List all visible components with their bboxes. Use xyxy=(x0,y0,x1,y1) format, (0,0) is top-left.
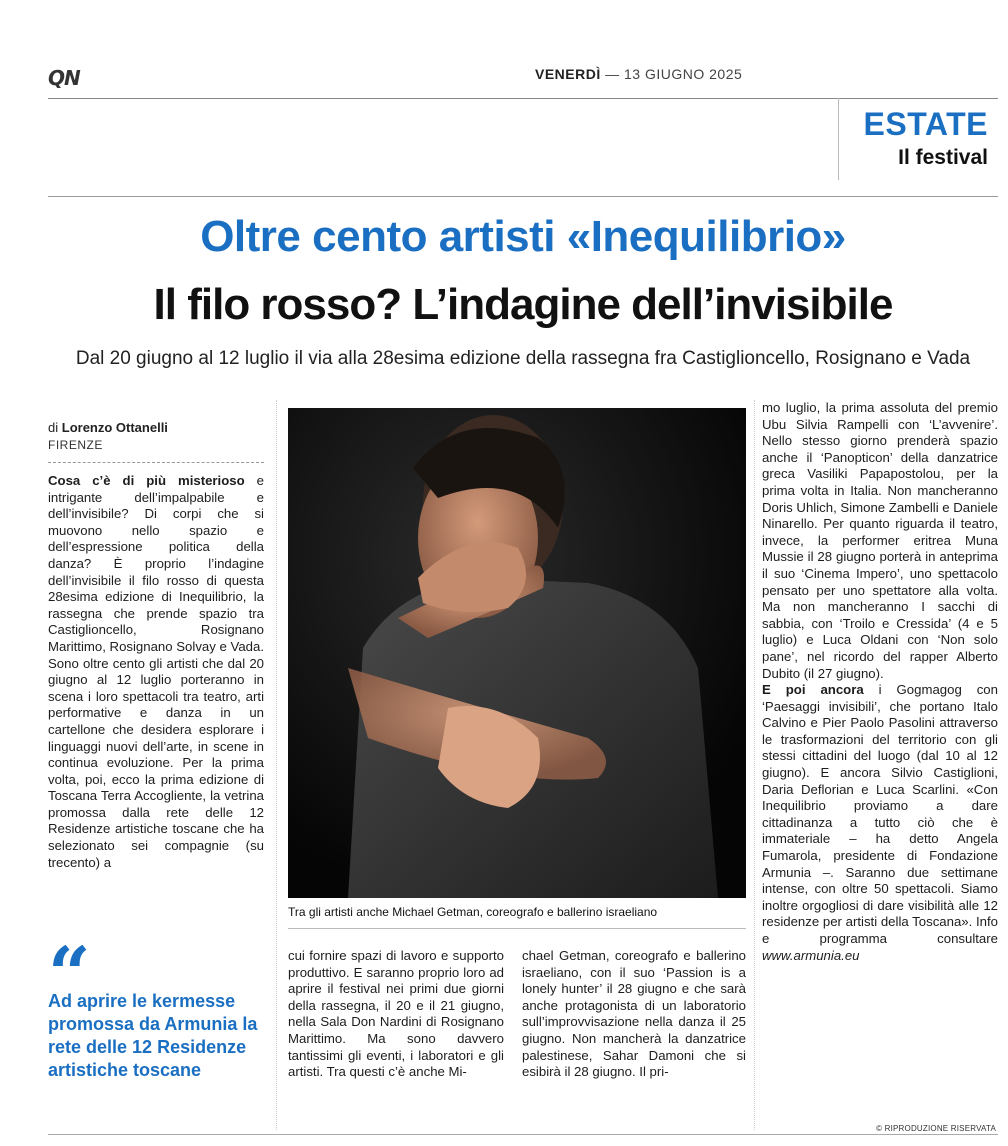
column-4-text-2: i Gogmagog con ‘Paesaggi invisibili’, che portano Italo Calvino e Pier Paolo Pasolini attraverso le trasformazioni del territorio con gli stessi cittadini del luogo (dal 10 al 12 giugno). E ancora Silvio Castiglioni, Daria Deflorian e Luca Scarlini. «Con Inequilibrio proviamo a dare cittadinanza a tutto ciò che è immateriale – ha detto Angela Fumarola, presidente di Fondazione Armunia –. Saranno due settimane intense, con oltre 50 spettacoli. Siamo inoltre orgogliosi di dare visibilità alle 12 residenze per artisti della Toscana». Info e programma consultare xyxy=(762,682,998,946)
article-column-1 xyxy=(48,473,264,933)
header-rule xyxy=(48,196,998,197)
byline xyxy=(48,420,168,435)
pull-quote: Ad aprire le kermesse promossa da Armunia la rete delle 12 Residenze artistiche toscane xyxy=(48,991,258,1080)
quote-icon: “ xyxy=(48,932,91,1018)
column-1-lead: Cosa c’è di più misterioso xyxy=(48,473,245,488)
column-3-text: chael Getman, coreografo e ballerino israeliano, con il suo ‘Passion is a lonely hunter’ il 28 giugno e che sarà anche protagonista di un laboratorio sull’improvvisazione nella danza il 25 giugno. Non mancherà la danzatrice palestinese, Sahar Damoni che si esibirà il 28 giugno. Il pri- xyxy=(522,948,746,1080)
author-name: Lorenzo Ottanelli xyxy=(61,420,168,435)
column-2-text: cui fornire spazi di lavoro e supporto produttivo. E saranno proprio loro ad aprire il festival nei primi due giorni della rassegna, il 20 e il 21 giugno, nella Sala Don Nardini di Rosignano Marittimo. Ma sono davvero tantissimi gli eventi, i laboratori e gli artisti. Tra questi c’è anche Mi- xyxy=(288,948,504,1080)
section-label: ESTATE xyxy=(863,106,988,142)
column-1-text: e intrigante dell’impalpabile e dell’invisibile? Di corpi che si muovono nello spazio e dell’espressione politica della danza? È proprio l’indagine dell’invisibile il filo rosso di questa 28esima edizione di Inequilibrio, la rassegna che prende spazio tra Castiglioncello, Rosignano Marittimo, Rosignano Solvay e Vada. Sono oltre cento gli artisti che dal 20 giugno al 12 luglio porteranno in scena i loro spettacoli tra teatro, arti performative e danza in un cartellone che desidera esplorare i linguaggi nuovi dell’arte, in scene in continua evoluzione. Per la prima volta, poi, ecco la prima edizione di Toscana Terra Accogliente, la vetrina promossa dalla rete delle 12 Residenze artistiche toscane che ha selezionato sei compagnie (su trecento) a xyxy=(48,473,264,870)
headline-blue: Oltre cento artisti «Inequilibrio» xyxy=(200,212,846,261)
article-subtitle: Dal 20 giugno al 12 luglio il via alla 28esima edizione della rassegna fra Castiglioncello, Rosignano e Vada xyxy=(75,348,971,369)
byline-rule xyxy=(48,462,264,463)
photo-caption: Tra gli artisti anche Michael Getman, coreografo e ballerino israeliano xyxy=(288,905,658,919)
column-4-lead: E poi ancora xyxy=(762,682,864,698)
dateline-place: FIRENZE xyxy=(48,438,103,452)
copyright-notice: © RIPRODUZIONE RISERVATA xyxy=(876,1124,996,1133)
byline-prefix: di xyxy=(48,420,59,435)
article-photo xyxy=(288,408,746,898)
dancer-image xyxy=(288,408,746,898)
column-separator xyxy=(754,400,755,1130)
article-column-4 xyxy=(762,400,998,1128)
column-separator xyxy=(276,400,277,1130)
column-4-text: mo luglio, la prima assoluta del premio Ubu Silvia Rampelli con ‘L’avvenire’. Nello stesso giorno prenderà spazio anche il ‘Panopticon’ della danzatrice greca Vasiliki Papapostolou, per la prima volta in Italia. Non mancheranno Doris Uhlich, Simone Zambelli e Daniele Ninarello. Per quanto riguarda il teatro, invece, la performer eritrea Muna Mussie il 28 giugno porterà in anteprima il suo ‘Cinema Impero’, uno spettacolo pensato per uno spettatore alla volta. Ma non mancheranno I sacchi di sabbia, con ‘Troilo e Cressida’ (4 e 5 luglio) e Luca Oldani con ‘Non solo pane’, nel ricordo del rapper Alberto Dubito (il 27 giugno). xyxy=(762,400,998,681)
subsection-label: Il festival xyxy=(898,146,988,169)
article-column-2 xyxy=(288,948,504,1133)
dateline-day: VENERDÌ xyxy=(535,66,601,82)
dateline xyxy=(535,66,742,82)
article-column-3 xyxy=(522,948,746,1133)
dateline-date: — 13 GIUGNO 2025 xyxy=(605,66,743,82)
newspaper-logo: QN xyxy=(48,66,80,90)
headline-black: Il filo rosso? L’indagine dell’invisibile xyxy=(153,280,893,329)
bottom-rule xyxy=(48,1134,998,1135)
caption-rule xyxy=(288,928,746,929)
website-link[interactable]: www.armunia.eu xyxy=(762,947,860,963)
